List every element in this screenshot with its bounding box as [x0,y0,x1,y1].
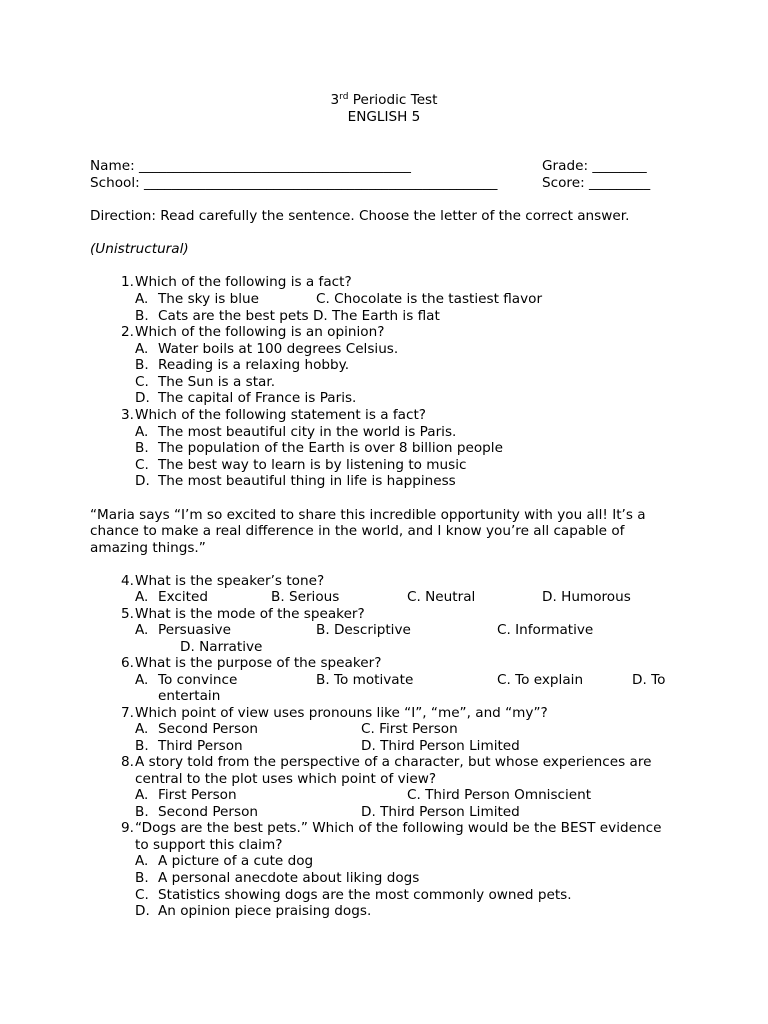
choice-c: C. Neutral [407,589,476,605]
title-number: 3 [330,92,340,108]
passage-line: “Maria says “I’m so excited to share this incredible opportunity with you all! It’s a [90,507,646,523]
school-field: School: ____________________________________________________ [90,175,498,191]
choice-b: Reading is a relaxing hobby. [158,357,350,373]
question-stem: Which point of view uses pronouns like “I”, “me”, and “my”? [135,705,548,721]
question-number: 7. [121,705,134,721]
choice-a: Excited [158,589,208,605]
choice-letter: A. [135,341,149,357]
choice-a: A picture of a cute dog [158,853,314,869]
choice-b: B. Descriptive [316,622,411,638]
choice-a: The most beautiful city in the world is Paris. [158,424,457,440]
question-number: 5. [121,606,134,622]
choice-b: B. To motivate [316,672,414,688]
question-stem-continued: to support this claim? [135,837,283,853]
choice-letter: D. [135,903,150,919]
question-stem: What is the purpose of the speaker? [135,655,382,671]
choice-c: The best way to learn is by listening to music [158,457,467,473]
choice-d: D. Third Person Limited [361,804,520,820]
choice-letter: A. [135,672,149,688]
choice-letter: A. [135,291,149,307]
choice-c: The Sun is a star. [158,374,276,390]
choice-d: The capital of France is Paris. [158,390,357,406]
direction-text: Direction: Read carefully the sentence. Choose the letter of the correct answer. [90,208,630,224]
choice-a: Persuasive [158,622,231,638]
choice-b: Second Person [158,804,259,820]
title-ordinal: rd [339,92,349,102]
question-number: 9. [121,820,134,836]
choice-b: The population of the Earth is over 8 billion people [158,440,503,456]
name-field: Name: ________________________________________ [90,158,411,174]
question-number: 6. [121,655,134,671]
choice-b: B. Serious [271,589,340,605]
grade-field: Grade: ________ [542,158,647,174]
choice-letter: B. [135,738,149,754]
choice-d: D. Third Person Limited [361,738,520,754]
section-label: (Unistructural) [90,241,189,257]
question-number: 1. [121,274,134,290]
test-title [0,92,768,109]
choice-a: First Person [158,787,237,803]
choice-letter: A. [135,424,149,440]
score-field: Score: _________ [542,175,651,191]
choice-c: C. Informative [497,622,594,638]
choice-d: D. Narrative [180,639,263,655]
question-stem: Which of the following is a fact? [135,274,352,290]
choice-letter: B. [135,357,149,373]
question-stem-continued: central to the plot uses which point of view? [135,771,437,787]
choice-letter: C. [135,887,149,903]
choice-b: A personal anecdote about liking dogs [158,870,420,886]
passage-line: chance to make a real difference in the world, and I know you’re all capable of [90,523,625,539]
question-stem: What is the speaker’s tone? [135,573,325,589]
question-stem: “Dogs are the best pets.” Which of the following would be the BEST evidence [135,820,662,836]
choice-c: C. To explain [497,672,584,688]
passage-line: amazing things.” [90,540,206,556]
question-stem: Which of the following is an opinion? [135,324,385,340]
choice-d: An opinion piece praising dogs. [158,903,372,919]
choice-letter: B. [135,440,149,456]
subject-title: ENGLISH 5 [347,109,421,125]
choice-a: Water boils at 100 degrees Celsius. [158,341,399,357]
question-stem: What is the mode of the speaker? [135,606,365,622]
choice-a: Second Person [158,721,259,737]
choice-a: The sky is blue [158,291,260,307]
title-text: Periodic Test [348,92,438,108]
choice-b: Third Person [158,738,243,754]
question-number: 8. [121,754,134,770]
choice-letter: B. [135,870,149,886]
choice-letter: D. [135,390,150,406]
question-number: 4. [121,573,134,589]
choice-letter: C. [135,457,149,473]
choice-d-continued: entertain [158,688,221,704]
choice-letter: D. [135,473,150,489]
choice-letter: A. [135,787,149,803]
question-number: 3. [121,407,134,423]
choice-letter: B. [135,804,149,820]
choice-letter: C. [135,374,149,390]
choice-letter: B. [135,308,149,324]
choice-c: C. First Person [361,721,458,737]
choice-d: D. To [632,672,666,688]
choice-c: C. Chocolate is the tastiest flavor [316,291,543,307]
choice-d: D. Humorous [542,589,631,605]
question-stem: Which of the following statement is a fact? [135,407,427,423]
choice-b: Cats are the best pets D. The Earth is flat [158,308,440,324]
choice-c: C. Third Person Omniscient [407,787,592,803]
choice-letter: A. [135,853,149,869]
choice-letter: A. [135,721,149,737]
choice-d: The most beautiful thing in life is happiness [158,473,456,489]
choice-letter: A. [135,589,149,605]
choice-c: Statistics showing dogs are the most commonly owned pets. [158,887,572,903]
question-number: 2. [121,324,134,340]
choice-a: To convince [158,672,238,688]
choice-letter: A. [135,622,149,638]
question-stem: A story told from the perspective of a character, but whose experiences are [135,754,652,770]
